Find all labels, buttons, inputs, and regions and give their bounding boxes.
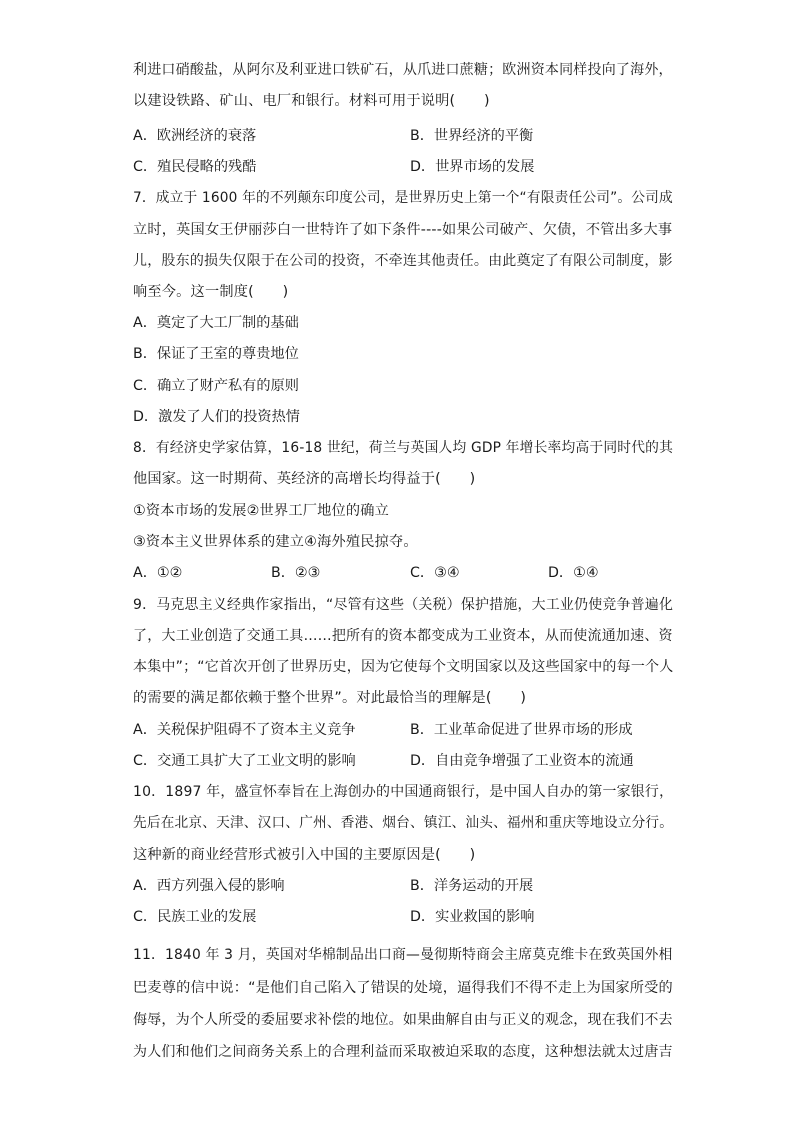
q7-option-b[interactable]: B．保证了王室的尊贵地位 [133,346,299,362]
q8-item-2: ③资本主义世界体系的建立④海外殖民掠夺。 [133,534,418,550]
q8-option-b[interactable]: B．②③ [271,565,321,581]
q9-line-2: 了，大工业创造了交通工具……把所有的资本都变成为工业资本，从而使流通加速、资 [133,628,673,644]
q8-option-d[interactable]: D．①④ [548,565,599,581]
q8-option-c[interactable]: C．③④ [410,565,460,581]
q9-line-3: 本集中”；“它首次开创了世界历史，因为它使每个文明国家以及这些国家中的每一个人 [133,659,674,675]
q9-line-4: 的需要的满足都依赖于整个世界”。对此最恰当的理解是( ) [133,690,527,706]
q8-line-2: 他国家。这一时期荷、英经济的高增长均得益于( ) [133,471,476,487]
q10-option-b[interactable]: B．洋务运动的开展 [410,878,534,894]
q11-line-2: 巴麦尊的信中说：“是他们自己陷入了错误的处境，逼得我们不得不走上为国家所受的 [133,980,673,996]
q7-option-a[interactable]: A．奠定了大工厂制的基础 [133,315,299,331]
q6-option-c[interactable]: C．殖民侵略的残酷 [133,159,257,175]
q8-item-1: ①资本市场的发展②世界工厂地位的确立 [133,503,390,519]
q10-option-a[interactable]: A．西方列强入侵的影响 [133,878,285,894]
q6-line-1: 利进口硝酸盐，从阿尔及利亚进口铁矿石，从爪进口蔗糖；欧洲资本同样投向了海外， [133,62,673,78]
q9-option-b[interactable]: B．工业革命促进了世界市场的形成 [410,722,633,738]
q7-line-3: 儿，股东的损失仅限于在公司的投资，不牵连其他责任。由此奠定了有限公司制度，影 [133,253,673,269]
q10-option-d[interactable]: D．实业救国的影响 [410,909,535,925]
q9-line-1: 9．马克思主义经典作家指出，“尽管有这些（关税）保护措施，大工业仍使竞争普遍化 [133,597,674,613]
q10-line-3: 这种新的商业经营形式被引入中国的主要原因是( ) [133,847,476,863]
q11-line-1: 11．1840 年 3 月，英国对华棉制品出口商—曼彻斯特商会主席莫克维卡在致英国外相 [133,947,673,963]
q9-option-d[interactable]: D．自由竞争增强了工业资本的流通 [410,753,634,769]
q6-option-b[interactable]: B．世界经济的平衡 [410,128,534,144]
q7-line-1: 7．成立于 1600 年的不列颠东印度公司，是世界历史上第一个“有限责任公司”。公司成 [133,190,673,206]
q11-line-3: 侮辱，为个人所受的委屈要求补偿的地位。如果曲解自由与正义的观念，现在我们不去 [133,1012,673,1028]
q7-line-2: 立时，英国女王伊丽莎白一世特许了如下条件----如果公司破产、欠债，不管出多大事 [133,222,673,238]
q10-option-c[interactable]: C．民族工业的发展 [133,909,257,925]
q8-option-a[interactable]: A．①② [133,565,183,581]
q7-option-d[interactable]: D．激发了人们的投资热情 [133,409,300,425]
q10-line-1: 10．1897 年，盛宣怀奉旨在上海创办的中国通商银行，是中国人自办的第一家银行， [133,784,674,800]
q7-line-4: 响至今。这一制度( ) [133,284,289,300]
q8-line-1: 8．有经济史学家估算，16-18 世纪，荷兰与英国人均 GDP 年增长率均高于同时代的其 [133,440,674,456]
q9-option-a[interactable]: A．关税保护阻碍不了资本主义竞争 [133,722,356,738]
q11-line-4: 为人们和他们之间商务关系上的合理利益而采取被迫采取的态度，这种想法就太过唐吉 [133,1044,673,1060]
q6-line-2: 以建设铁路、矿山、电厂和银行。材料可用于说明( ) [133,93,490,109]
q9-option-c[interactable]: C．交通工具扩大了工业文明的影响 [133,753,356,769]
q10-line-2: 先后在北京、天津、汉口、广州、香港、烟台、镇江、汕头、福州和重庆等地设立分行。 [133,815,674,831]
q6-option-a[interactable]: A．欧洲经济的衰落 [133,128,257,144]
q7-option-c[interactable]: C．确立了财产私有的原则 [133,378,299,394]
q6-option-d[interactable]: D．世界市场的发展 [410,159,535,175]
